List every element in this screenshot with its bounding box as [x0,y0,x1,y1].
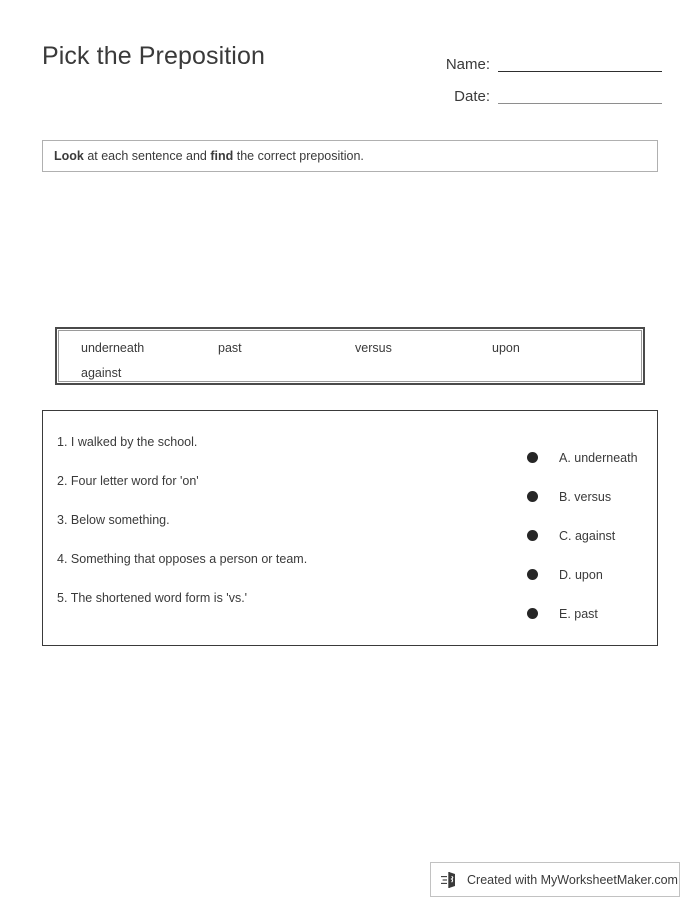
question-number: 4. [57,552,68,566]
question-row [57,551,357,590]
question-text [57,551,311,568]
question-body: I walked by the school. [70,435,198,449]
question-number: 5. [57,591,68,605]
name-label: Name: [445,56,490,73]
word-bank-box [55,327,645,385]
word-bank-inner [58,330,642,382]
question-row [57,512,357,551]
date-write-line[interactable] [498,103,662,104]
question-body: Below something. [70,513,170,527]
question-number: 3. [57,513,68,527]
instruction-box [42,140,658,172]
question-text [57,590,311,607]
question-row [57,590,357,629]
date-label: Date: [454,88,490,105]
name-date-block [400,44,662,108]
answer-match-dot[interactable] [527,569,538,580]
answer-match-dot[interactable] [527,530,538,541]
question-body: The shortened word form is 'vs.' [70,591,248,605]
answer-row [527,594,657,633]
answer-match-dot[interactable] [527,491,538,502]
instruction-bold-look: Look [54,148,84,163]
question-text [57,512,311,529]
answer-label: C. against [559,528,616,543]
answer-row [527,438,657,477]
question-text [57,434,311,451]
answer-label: D. upon [559,567,603,582]
answer-label: E. past [559,606,598,621]
question-row [57,434,357,473]
instruction-tail-text: the correct preposition. [233,148,364,163]
question-body: Something that opposes a person or team. [70,552,308,566]
page-title: Pick the Preposition [42,42,265,70]
question-number: 2. [57,474,68,488]
question-row [57,473,357,512]
answer-match-dot[interactable] [527,452,538,463]
answer-row [527,516,657,555]
footer-attribution-text: Created with MyWorksheetMaker.com [467,872,678,887]
answer-match-dot[interactable] [527,608,538,619]
word-bank-item: underneath [81,341,145,355]
question-number: 1. [57,435,68,449]
answer-label: A. underneath [559,450,638,465]
instruction-text [43,149,364,164]
answer-label: B. versus [559,489,612,504]
footer-attribution-badge[interactable] [430,862,680,897]
name-row [400,44,662,76]
worksheet-maker-logo-icon [440,871,460,889]
question-body: Four letter word for 'on' [70,474,199,488]
word-bank-item: past [218,341,242,355]
matching-exercise-box [42,410,658,646]
word-bank-item: upon [492,341,520,355]
answer-row [527,477,657,516]
word-bank-item: against [81,366,122,380]
questions-column [57,434,357,629]
instruction-mid-text: at each sentence and [83,148,211,163]
word-bank-item: versus [355,341,392,355]
date-row [400,76,662,108]
answers-column [527,438,657,633]
question-text [57,473,311,490]
name-write-line[interactable] [498,71,662,72]
instruction-bold-find: find [210,148,234,163]
answer-row [527,555,657,594]
